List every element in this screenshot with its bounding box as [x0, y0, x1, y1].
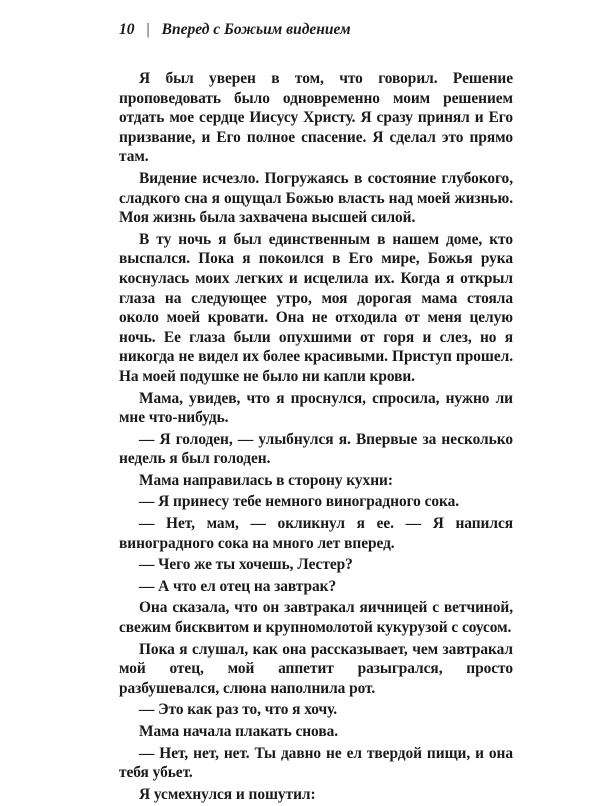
- running-head: [119, 19, 351, 41]
- paragraph: — Нет, нет, нет. Ты давно не ел твердой пищи, и она тебя убьет.: [119, 744, 513, 782]
- paragraph: Видение исчезло. Погружаясь в состояние глубокого, сладкого сна я ощущал Божью власть над моей жизнью. Моя жизнь была захвачена высшей силой.: [119, 169, 513, 227]
- paragraph: Мама, увидев, что я проснулся, спросила, нужно ли мне что-нибудь.: [119, 389, 513, 427]
- paragraph: Мама начала плакать снова.: [139, 723, 339, 740]
- paragraph: — Я голоден, — улыбнулся я. Впервые за несколько недель я был голоден.: [119, 430, 513, 468]
- header-separator: |: [146, 21, 150, 38]
- text-body: [119, 69, 513, 806]
- paragraph: — Это как раз то, что я хочу.: [139, 701, 338, 719]
- page-number: 10: [119, 21, 135, 38]
- paragraph: — Чего же ты хочешь, Лестер?: [139, 556, 353, 574]
- paragraph: Я усмехнулся и пошутил:: [139, 785, 316, 803]
- paragraph: — Нет, мам, — окликнул я ее. — Я напился виноградного сока на много лет вперед.: [119, 515, 513, 552]
- paragraph: Пока я слушал, как она рассказывает, чем завтракал мой отец, мой аппетит разыгрался, просто разбушевался, слюна наполнила рот.: [119, 640, 513, 697]
- paragraph: Она сказала, что он завтракал яичницей с ветчиной, свежим бисквитом и крупномолотой кукурузой с соусом.: [119, 599, 513, 637]
- paragraph: Я был уверен в том, что говорил. Решение проповедовать было одновременно моим решением отдать мое сердце Иисусу Христу. Я сразу принял и Его призвание, и Его полное спасение. Я сделал это прямо там.: [119, 70, 513, 166]
- paragraph: Мама направилась в сторону кухни:: [139, 471, 393, 489]
- book-title: Вперед с Божьим видением: [161, 21, 351, 38]
- paragraph: В ту ночь я был единственным в нашем доме, кто выспался. Пока я покоился в Его мире, Божья рука коснулась моих легких и исцелила их. Когда я открыл глаза на следующее утро, моя дорогая мама стояла около моей кровати. Она не отходила от меня целую ночь. Ее глаза были опухшими от горя и слез, но я никогда не видел их более красивыми. Приступ прошел. На моей подушке не было ни капли крови.: [119, 230, 513, 385]
- paragraph: — Я принесу тебе немного виноградного сока.: [139, 493, 460, 511]
- paragraph: — А что ел отец на завтрак?: [139, 577, 337, 595]
